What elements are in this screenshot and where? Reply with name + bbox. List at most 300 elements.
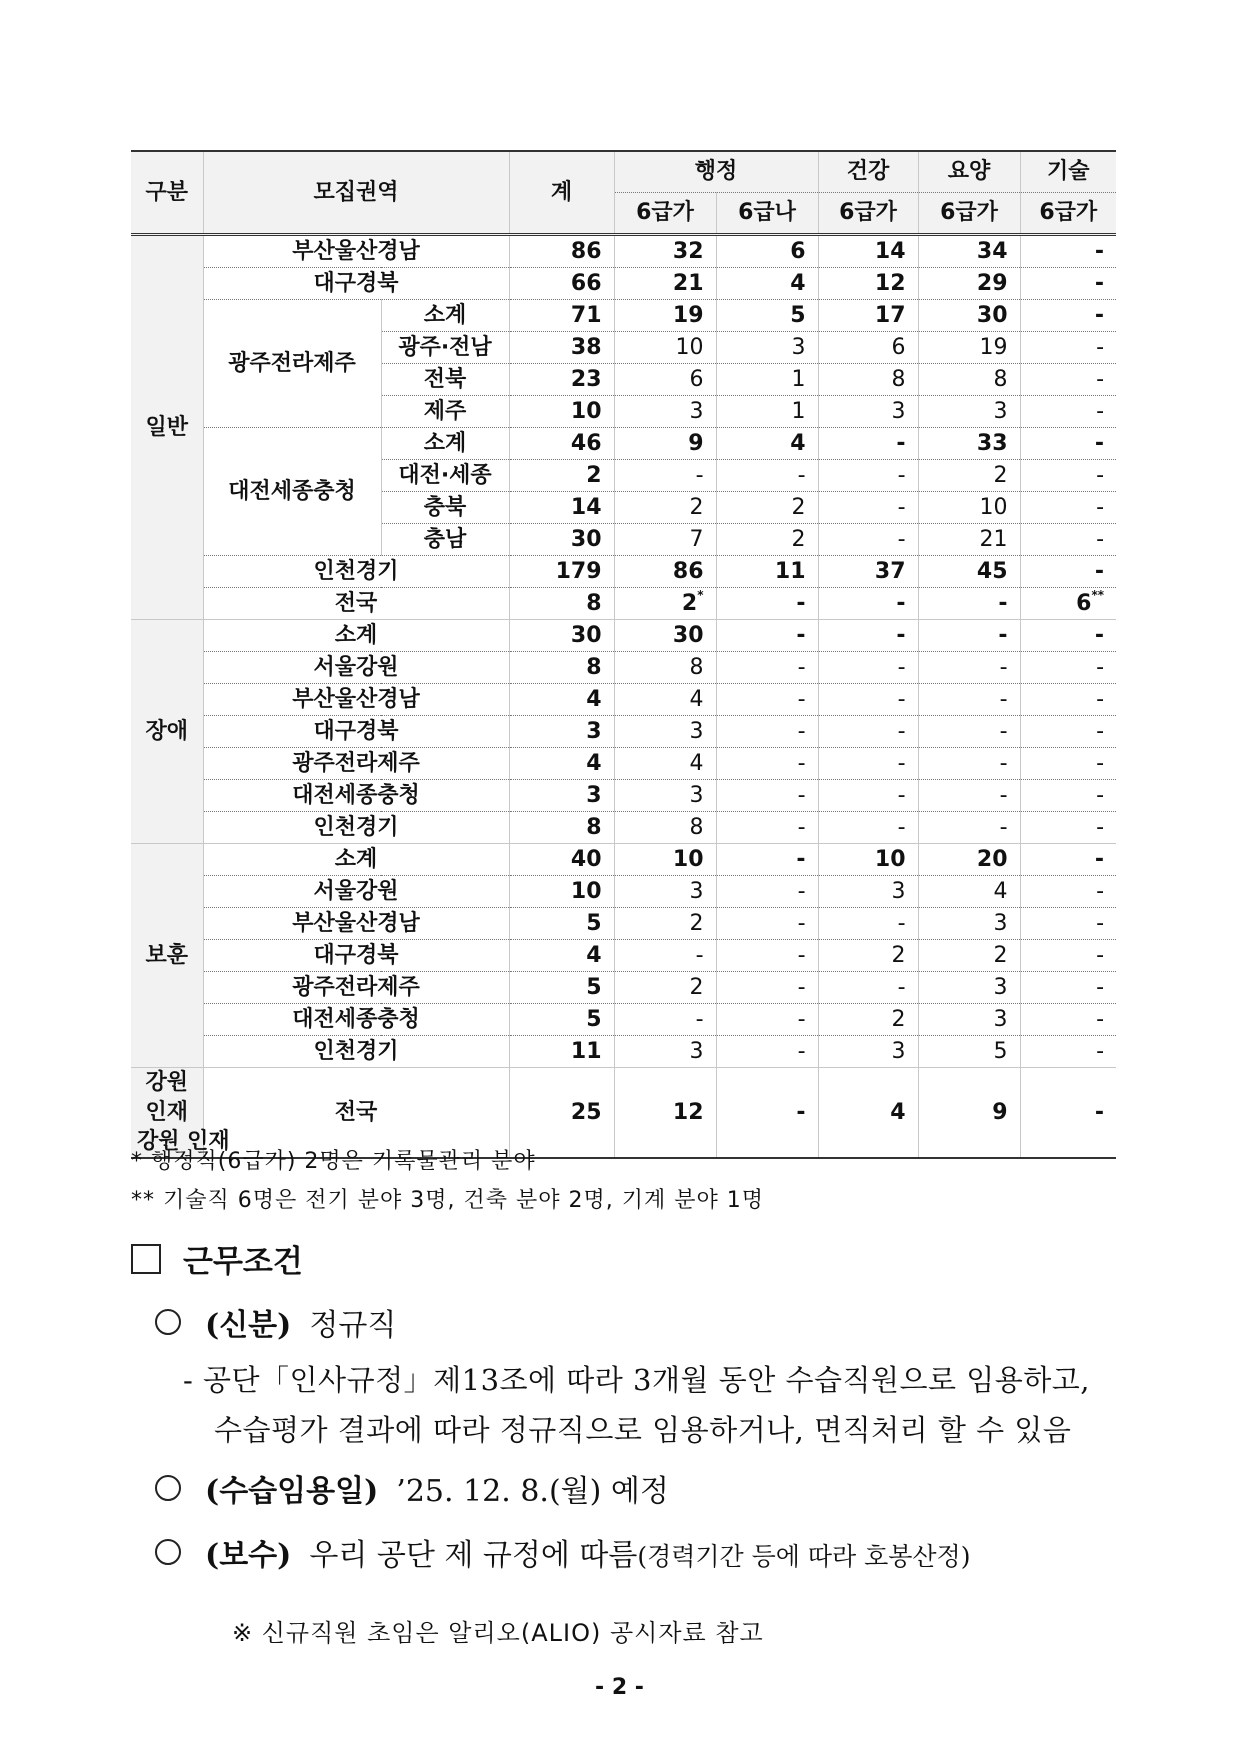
admin-6a-cell (614, 1004, 716, 1036)
pay-reference: ※ 신규직원 초임은 알리오(ALIO) 공시자료 참고 (232, 1619, 764, 1647)
care-6a-cell-value: 45 (976, 558, 1008, 584)
health-6a-cell-value: 8 (891, 366, 906, 392)
table-row (131, 812, 1116, 844)
region-cell: 전국 (203, 1068, 509, 1159)
tech-6a-cell (1020, 684, 1116, 716)
care-6a-cell-value: 8 (993, 366, 1008, 392)
admin-6b-cell (716, 1036, 818, 1068)
care-6a-cell-value: 2 (993, 462, 1008, 488)
care-6a-cell-value: - (998, 590, 1008, 616)
region-cell: 인천경기 (203, 1036, 509, 1068)
total-cell-value: 5 (586, 974, 602, 1000)
item-status (155, 1300, 396, 1344)
health-6a-cell (818, 332, 918, 364)
admin-6b-cell (716, 364, 818, 396)
health-6a-cell (818, 940, 918, 972)
care-6a-cell (918, 332, 1020, 364)
table-row (131, 1004, 1116, 1036)
health-6a-cell (818, 235, 918, 268)
admin-6a-cell (614, 492, 716, 524)
region-cell: 부산울산경남 (203, 235, 509, 268)
admin-6b-cell-value: - (797, 1038, 806, 1064)
tech-6a-cell-value: - (1094, 302, 1105, 328)
table-row (131, 716, 1116, 748)
health-6a-cell-value: - (897, 526, 906, 552)
total-cell-value: 3 (586, 782, 602, 808)
start-label: (수습임용일) (205, 1474, 379, 1509)
total-cell-value: 8 (586, 814, 602, 840)
group-label: 강원 인재 (137, 1129, 230, 1155)
admin-6b-cell-value: 11 (774, 558, 806, 584)
region-cell: 충북 (381, 492, 509, 524)
tech-6a-cell-value: - (1096, 526, 1105, 552)
admin-6b-cell-value: - (797, 814, 806, 840)
header-total: 계 (509, 151, 614, 235)
care-6a-cell-value: 2 (993, 942, 1008, 968)
tech-6a-cell-value: - (1094, 846, 1105, 872)
health-6a-cell-value: 37 (874, 558, 906, 584)
health-6a-cell (818, 716, 918, 748)
region-cell: 대구경북 (203, 716, 509, 748)
tech-6a-cell-value: - (1096, 974, 1105, 1000)
health-6a-cell-value: 14 (874, 238, 906, 264)
admin-6a-cell (614, 876, 716, 908)
tech-6a-cell (1020, 908, 1116, 940)
tech-6a-cell-value: - (1096, 1038, 1105, 1064)
group-label-cell (131, 844, 203, 1068)
total-cell (509, 428, 614, 460)
admin-6b-cell-value: - (796, 846, 806, 872)
admin-6a-cell-value: 10 (675, 334, 704, 360)
tech-6a-cell-value: - (1096, 942, 1105, 968)
footnote-1: * 행정직(6급가) 2명은 기록물관리 분야 (131, 1149, 536, 1174)
admin-6a-cell (614, 460, 716, 492)
health-6a-cell (818, 908, 918, 940)
care-6a-cell (918, 492, 1020, 524)
health-6a-cell-value: - (897, 718, 906, 744)
total-cell-value: 25 (570, 1099, 602, 1125)
health-6a-cell-value: 10 (874, 846, 906, 872)
health-6a-cell-value: 17 (874, 302, 906, 328)
admin-6b-cell-value: - (797, 974, 806, 1000)
group-label: 일반 (145, 414, 188, 440)
admin-6b-cell (716, 716, 818, 748)
care-6a-cell (918, 588, 1020, 620)
admin-6a-cell (614, 332, 716, 364)
admin-6a-cell (614, 748, 716, 780)
total-cell (509, 556, 614, 588)
admin-6b-cell-value: 4 (790, 270, 806, 296)
tech-6a-cell (1020, 812, 1116, 844)
table-row (131, 1036, 1116, 1068)
admin-6a-cell (614, 1068, 716, 1159)
tech-6a-cell (1020, 716, 1116, 748)
total-cell-value: 11 (570, 1038, 602, 1064)
health-6a-cell-value: - (897, 494, 906, 520)
health-6a-cell-value: 3 (891, 398, 906, 424)
admin-6b-cell-value: - (797, 782, 806, 808)
header-admin-6a: 6급가 (614, 193, 716, 235)
health-6a-cell (818, 396, 918, 428)
table-row (131, 972, 1116, 1004)
total-cell (509, 684, 614, 716)
status-detail-2: 수습평가 결과에 따라 정규직으로 임용하거나, 면직처리 할 수 있음 (214, 1413, 1072, 1447)
tech-6a-cell (1020, 332, 1116, 364)
admin-6b-cell-value: - (796, 590, 806, 616)
region-cell: 소계 (203, 844, 509, 876)
total-cell (509, 972, 614, 1004)
admin-6b-cell (716, 428, 818, 460)
admin-6b-cell-value: 1 (791, 398, 806, 424)
admin-6b-cell-value: - (797, 942, 806, 968)
admin-6b-cell (716, 300, 818, 332)
admin-6b-cell (716, 588, 818, 620)
tech-6a-cell-value: - (1094, 238, 1105, 264)
care-6a-cell-value: 34 (976, 238, 1008, 264)
total-cell-value: 8 (586, 654, 602, 680)
table-row (131, 235, 1116, 268)
admin-6b-cell-value: 1 (791, 366, 806, 392)
admin-6a-cell (614, 268, 716, 300)
tech-6a-cell-value: - (1096, 462, 1105, 488)
care-6a-cell-value: - (999, 750, 1008, 776)
page-number: - 2 - (595, 1675, 644, 1700)
admin-6b-cell (716, 780, 818, 812)
admin-6b-cell (716, 812, 818, 844)
admin-6b-cell-value: - (797, 686, 806, 712)
admin-6b-cell (716, 748, 818, 780)
admin-6b-cell (716, 332, 818, 364)
care-6a-cell-value: 30 (976, 302, 1008, 328)
region-cell: 소계 (381, 428, 509, 460)
health-6a-cell-value: 12 (874, 270, 906, 296)
admin-6a-cell-value: 30 (672, 622, 704, 648)
care-6a-cell (918, 780, 1020, 812)
circle-bullet-icon (155, 1475, 181, 1501)
tech-6a-cell-value: - (1096, 654, 1105, 680)
total-cell (509, 268, 614, 300)
admin-6b-cell (716, 620, 818, 652)
table-row (131, 300, 1116, 332)
admin-6a-cell-value: 3 (689, 1038, 704, 1064)
total-cell-value: 14 (570, 494, 602, 520)
care-6a-cell-value: 4 (993, 878, 1008, 904)
pay-value: 우리 공단 제 규정에 따름 (309, 1538, 638, 1573)
health-6a-cell (818, 844, 918, 876)
health-6a-cell (818, 972, 918, 1004)
tech-6a-cell (1020, 300, 1116, 332)
total-cell (509, 908, 614, 940)
tech-6a-cell-value: - (1094, 270, 1105, 296)
region-cell: 전북 (381, 364, 509, 396)
table-row (131, 876, 1116, 908)
total-cell-value: 86 (570, 238, 602, 264)
region-cell: 인천경기 (203, 812, 509, 844)
circle-bullet-icon (155, 1539, 181, 1565)
admin-6b-cell (716, 492, 818, 524)
admin-6a-cell (614, 235, 716, 268)
admin-6b-cell (716, 460, 818, 492)
total-cell (509, 364, 614, 396)
tech-6a-cell (1020, 620, 1116, 652)
admin-6a-cell-value: 8 (689, 814, 704, 840)
total-cell-value: 46 (570, 430, 602, 456)
health-6a-cell-value: 3 (891, 1038, 906, 1064)
total-cell-value: 179 (555, 558, 602, 584)
health-6a-cell (818, 300, 918, 332)
care-6a-cell (918, 556, 1020, 588)
care-6a-cell (918, 235, 1020, 268)
region-cell: 광주전라제주 (203, 972, 509, 1004)
tech-6a-cell (1020, 235, 1116, 268)
health-6a-cell-value: - (897, 974, 906, 1000)
region-cell: 부산울산경남 (203, 908, 509, 940)
group-label: 장애 (145, 718, 188, 744)
admin-6a-cell (614, 428, 716, 460)
tech-6a-cell-value: - (1094, 430, 1105, 456)
total-cell (509, 652, 614, 684)
care-6a-cell-value: 21 (979, 526, 1008, 552)
start-value: ’25. 12. 8.(월) 예정 (396, 1474, 669, 1509)
admin-6a-cell-value: 4 (689, 686, 704, 712)
care-6a-cell-value: - (999, 718, 1008, 744)
total-cell (509, 460, 614, 492)
subregion-cell: 대전세종충청 (203, 428, 381, 556)
care-6a-cell (918, 716, 1020, 748)
region-cell: 서울강원 (203, 876, 509, 908)
admin-6a-cell (614, 684, 716, 716)
region-cell: 대전세종충청 (203, 780, 509, 812)
care-6a-cell (918, 428, 1020, 460)
tech-6a-cell-value: - (1094, 1099, 1105, 1125)
header-tech-6a: 6급가 (1020, 193, 1116, 235)
item-pay (155, 1530, 970, 1574)
circle-bullet-icon (155, 1309, 181, 1335)
admin-6b-cell (716, 524, 818, 556)
recruitment-table (131, 150, 1116, 1159)
total-cell (509, 940, 614, 972)
total-cell (509, 588, 614, 620)
total-cell (509, 492, 614, 524)
health-6a-cell-value: 3 (891, 878, 906, 904)
admin-6a-cell (614, 300, 716, 332)
admin-6b-cell (716, 940, 818, 972)
health-6a-cell (818, 588, 918, 620)
section-title: 근무조건 (183, 1244, 303, 1280)
total-cell (509, 1004, 614, 1036)
total-cell-value: 5 (586, 1006, 602, 1032)
total-cell (509, 844, 614, 876)
table-row (131, 556, 1116, 588)
table-row (131, 748, 1116, 780)
total-cell-value: 38 (570, 334, 602, 360)
admin-6b-cell-value: 4 (790, 430, 806, 456)
tech-6a-cell-value: - (1096, 398, 1105, 424)
tech-6a-cell (1020, 556, 1116, 588)
health-6a-cell-value: - (897, 750, 906, 776)
total-cell-value: 8 (586, 590, 602, 616)
care-6a-cell (918, 1004, 1020, 1036)
admin-6b-cell-value: - (797, 718, 806, 744)
tech-6a-cell-value: - (1096, 718, 1105, 744)
health-6a-cell-value: - (897, 814, 906, 840)
header-category: 구분 (131, 151, 203, 235)
health-6a-cell-value: - (896, 590, 906, 616)
tech-6a-cell-value: 6 (1076, 590, 1092, 616)
table-row (131, 268, 1116, 300)
footnote-mark: * (697, 587, 704, 602)
admin-6a-cell-value: 4 (689, 750, 704, 776)
health-6a-cell (818, 1004, 918, 1036)
care-6a-cell (918, 652, 1020, 684)
header-care-6a: 6급가 (918, 193, 1020, 235)
total-cell-value: 10 (570, 398, 602, 424)
care-6a-cell-value: 33 (976, 430, 1008, 456)
health-6a-cell-value: 2 (891, 1006, 906, 1032)
tech-6a-cell-value: - (1096, 366, 1105, 392)
admin-6a-cell-value: 10 (672, 846, 704, 872)
care-6a-cell (918, 812, 1020, 844)
care-6a-cell (918, 364, 1020, 396)
region-cell: 전국 (203, 588, 509, 620)
pay-label: (보수) (205, 1538, 292, 1573)
tech-6a-cell (1020, 364, 1116, 396)
table-row (131, 588, 1116, 620)
admin-6a-cell (614, 844, 716, 876)
header-tech: 기술 (1020, 151, 1116, 193)
total-cell (509, 332, 614, 364)
total-cell (509, 524, 614, 556)
table-row (131, 620, 1116, 652)
tech-6a-cell-value: - (1094, 622, 1105, 648)
admin-6b-cell (716, 972, 818, 1004)
region-cell: 광주전라제주 (203, 748, 509, 780)
header-admin: 행정 (614, 151, 818, 193)
admin-6a-cell-value: 3 (689, 782, 704, 808)
tech-6a-cell-value: - (1094, 558, 1105, 584)
total-cell (509, 780, 614, 812)
total-cell-value: 23 (570, 366, 602, 392)
care-6a-cell (918, 844, 1020, 876)
health-6a-cell (818, 1068, 918, 1159)
admin-6b-cell (716, 396, 818, 428)
admin-6a-cell-value: 2 (689, 974, 704, 1000)
health-6a-cell (818, 652, 918, 684)
health-6a-cell (818, 620, 918, 652)
table-row (131, 684, 1116, 716)
care-6a-cell (918, 396, 1020, 428)
total-cell (509, 876, 614, 908)
admin-6a-cell (614, 972, 716, 1004)
admin-6a-cell-value: 19 (672, 302, 704, 328)
total-cell-value: 2 (586, 462, 602, 488)
admin-6a-cell-value: 21 (672, 270, 704, 296)
total-cell (509, 716, 614, 748)
care-6a-cell (918, 684, 1020, 716)
table-row (131, 428, 1116, 460)
admin-6b-cell (716, 556, 818, 588)
admin-6a-cell (614, 524, 716, 556)
header-care: 요양 (918, 151, 1020, 193)
item-start-date (155, 1466, 669, 1510)
admin-6a-cell-value: 6 (689, 366, 704, 392)
admin-6b-cell-value: - (797, 1006, 806, 1032)
care-6a-cell-value: - (999, 686, 1008, 712)
tech-6a-cell-value: - (1096, 494, 1105, 520)
table-row (131, 780, 1116, 812)
total-cell (509, 620, 614, 652)
tech-6a-cell (1020, 876, 1116, 908)
care-6a-cell-value: 3 (993, 974, 1008, 1000)
health-6a-cell-value: - (897, 654, 906, 680)
care-6a-cell (918, 1036, 1020, 1068)
tech-6a-cell (1020, 268, 1116, 300)
total-cell-value: 30 (570, 622, 602, 648)
region-cell: 대구경북 (203, 268, 509, 300)
care-6a-cell-value: 3 (993, 910, 1008, 936)
care-6a-cell (918, 620, 1020, 652)
health-6a-cell (818, 524, 918, 556)
health-6a-cell (818, 492, 918, 524)
total-cell-value: 4 (586, 750, 602, 776)
admin-6b-cell-value: 6 (790, 238, 806, 264)
admin-6a-cell-value: - (695, 942, 704, 968)
admin-6b-cell (716, 652, 818, 684)
admin-6b-cell (716, 235, 818, 268)
health-6a-cell-value: 4 (890, 1099, 906, 1125)
admin-6b-cell-value: 3 (791, 334, 806, 360)
health-6a-cell (818, 1036, 918, 1068)
admin-6a-cell-value: 2 (689, 494, 704, 520)
admin-6b-cell-value: - (797, 750, 806, 776)
region-cell: 대전·세종 (381, 460, 509, 492)
admin-6a-cell-value: 9 (688, 430, 704, 456)
health-6a-cell (818, 556, 918, 588)
care-6a-cell (918, 908, 1020, 940)
footnote-mark: ** (1091, 587, 1105, 602)
tech-6a-cell-value: - (1096, 686, 1105, 712)
tech-6a-cell-value: - (1096, 334, 1105, 360)
tech-6a-cell (1020, 780, 1116, 812)
region-cell: 광주·전남 (381, 332, 509, 364)
tech-6a-cell (1020, 844, 1116, 876)
total-cell (509, 748, 614, 780)
tech-6a-cell (1020, 460, 1116, 492)
care-6a-cell (918, 460, 1020, 492)
tech-6a-cell-value: - (1096, 750, 1105, 776)
group-label: 강원 인재 (145, 1070, 188, 1125)
health-6a-cell-value: 2 (891, 942, 906, 968)
admin-6a-cell-value: 32 (672, 238, 704, 264)
tech-6a-cell-value: - (1096, 910, 1105, 936)
region-cell: 부산울산경남 (203, 684, 509, 716)
admin-6b-cell (716, 908, 818, 940)
admin-6b-cell (716, 844, 818, 876)
health-6a-cell-value: - (896, 622, 906, 648)
tech-6a-cell-value: - (1096, 814, 1105, 840)
care-6a-cell (918, 748, 1020, 780)
tech-6a-cell (1020, 940, 1116, 972)
health-6a-cell (818, 460, 918, 492)
section-heading (131, 1236, 303, 1281)
status-detail-1: - 공단「인사규정」제13조에 따라 3개월 동안 수습직원으로 임용하고, (183, 1363, 1091, 1397)
health-6a-cell (818, 428, 918, 460)
table-row (131, 844, 1116, 876)
care-6a-cell (918, 940, 1020, 972)
admin-6a-cell-value: 3 (689, 878, 704, 904)
admin-6a-cell (614, 652, 716, 684)
total-cell (509, 812, 614, 844)
